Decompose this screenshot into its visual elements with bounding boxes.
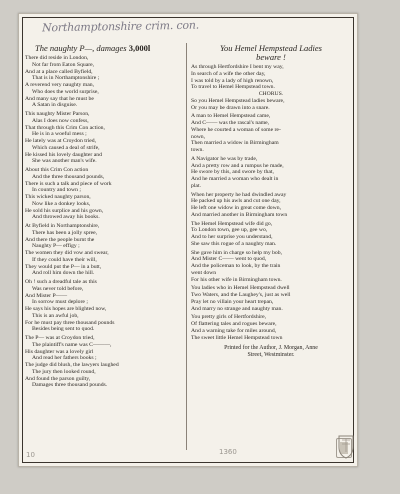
verse-line: Oh ! such a dreadful tale as this — [25, 279, 97, 285]
verse-line: And roll him down the hill. — [32, 270, 95, 277]
broadside-sheet — [18, 13, 358, 467]
verse-line: That is in Northamptonshire ; — [32, 75, 100, 82]
verse-line: The women they did vow and swear, — [25, 250, 109, 256]
verse-line: I was told by a lady of high renown, — [191, 77, 274, 84]
verse-line: This wicked naughty parson, — [25, 194, 91, 200]
verse-line: A man to Hemel Hempstead came, — [191, 113, 271, 120]
verse-line: You ladies who in Hemel Hempstead dwell — [191, 285, 290, 292]
verse-line: And the three thousand pounds, — [32, 173, 105, 180]
verse-line: This is an awful job, — [32, 312, 79, 319]
verse — [191, 113, 351, 154]
verse-line: went down — [191, 269, 217, 276]
left-title — [25, 44, 183, 53]
verse — [191, 250, 351, 284]
verse-line: They would put the P— in a butt, — [25, 263, 102, 270]
verse-line: And the policeman to look, by the train — [191, 263, 281, 269]
verse-line: His daughter was a lovely girl — [25, 348, 94, 355]
verse-line: The plaintiff's name was C———, — [32, 341, 112, 348]
verse-line: And to her surprise you understand, — [191, 234, 273, 240]
verse — [25, 55, 183, 109]
verse-line: Where he courted a woman of some re- — [191, 126, 281, 133]
verse-line: About this Crim Con action — [25, 167, 89, 173]
verse-line: And throwed away his books. — [32, 214, 100, 221]
verse-line: That through this Crim Con action, — [25, 124, 105, 131]
verse-line: And married another in Birmingham town — [191, 211, 288, 218]
verse-line: nown, — [191, 133, 206, 140]
verse-line: This naughty Mister Parson, — [25, 111, 90, 117]
verse-line: Then married a widow in Birmingham — [191, 140, 279, 147]
verse-line: At Byfield in Northamptonshire, — [25, 223, 100, 229]
verse — [191, 192, 351, 219]
verse-line: Was never told before, — [32, 285, 84, 292]
verse-line: He packed up his awls and cut one day, — [191, 198, 281, 205]
verse-line: To travel to Hemel Hempstead town. — [191, 84, 275, 91]
pencil-mark-left: 10 — [26, 451, 35, 459]
chorus-label: CHORUS. — [258, 91, 284, 97]
verse-line: Naughty P— effigy ; — [32, 243, 80, 250]
verse — [191, 285, 351, 312]
verse-line: And he married a woman who dealt in — [191, 176, 279, 182]
verse-line: He left one widow in great come down, — [191, 205, 282, 211]
verse-line: Damages three thousand pounds. — [32, 382, 108, 389]
verse-line: She gave him in charge so help my bob, — [191, 249, 283, 256]
verse-line: A reverend very naughty man, — [25, 82, 95, 88]
verse-line: In country and town ; — [32, 187, 81, 194]
verse-line: She was another man's wife. — [32, 158, 97, 165]
verse-line: In search of a wife the other day, — [191, 70, 266, 77]
verse — [25, 167, 183, 221]
verse — [25, 335, 183, 389]
verse-line: A Satan in disguise. — [32, 102, 78, 109]
verse — [191, 314, 351, 341]
right-title — [191, 44, 351, 62]
right-verses — [191, 111, 351, 343]
left-verses — [25, 55, 183, 391]
verse-line: And at a place called Byfield, — [25, 68, 93, 75]
verse-line: He sold his surplice and his gown, — [25, 207, 104, 214]
verse-line: The judge did blush, the lawyers laughed — [25, 362, 119, 368]
verse-line: Which caused a deal of strife, — [32, 144, 100, 151]
verse-line: There has been a jolly spree, — [32, 229, 98, 236]
verse-line: So you Hemel Hempstead ladies beware, — [191, 97, 285, 104]
verse-line: Now like a donkey looks, — [32, 200, 91, 207]
left-column — [25, 44, 183, 391]
verse-line: town. — [191, 147, 204, 153]
verse-line: The Hemel Hempstead wife did go, — [191, 220, 273, 227]
verse-line: Of flattering tales and rogues beware, — [191, 321, 277, 327]
verse-1 — [191, 64, 351, 91]
imprint-line1: Printed for the Author, J. Morgan, Anne — [224, 345, 318, 352]
verse-line: Two Waters, and the Laughey's, just as well — [191, 292, 291, 298]
verse-line: A Navigator he was by trade, — [191, 155, 258, 162]
verse — [191, 221, 351, 248]
left-title-amount: 3,000l — [128, 43, 151, 53]
verse-line: And a pretty row and a rumpus he made, — [191, 162, 284, 169]
verse-line: And Mister C—— went to quod, — [191, 256, 267, 263]
verse-line: For he must pay three thousand pounds — [25, 319, 115, 326]
verse-line: And found the parson guilty, — [25, 375, 91, 382]
verse-line: plat. — [191, 182, 201, 189]
right-title-line2: beware ! — [256, 52, 286, 62]
verse-line: There is such a talk and piece of work — [25, 180, 112, 187]
right-column — [191, 44, 351, 359]
verse-line: As through Hertfordshire I bent my way, — [191, 64, 284, 70]
handwritten-note: Northamptonshire crim. con. — [41, 18, 200, 35]
verse-line: She saw this rogue of a naughty man. — [191, 240, 277, 247]
verse-line: In sorrow must deplore ; — [32, 299, 88, 306]
verse-line: Besides being sent to quod. — [32, 326, 95, 333]
verse — [25, 279, 183, 333]
verse-line: There did reside in London, — [25, 55, 89, 61]
verse-line: He swore by this, and swore by that, — [191, 169, 274, 176]
verse-line: To London town, gee up, gee wo, — [191, 227, 268, 234]
verse-line: Or you may be drawn into a snare. — [191, 104, 270, 111]
right-title-line1: You Hemel Hempstead Ladies — [220, 43, 322, 53]
verse-line: If they could have their will, — [32, 256, 97, 263]
verse-line: The sweet little Hemel Hempstead town — [191, 334, 283, 341]
column-divider — [186, 43, 187, 450]
verse — [25, 111, 183, 165]
verse-line: He is in a woeful mess ; — [32, 131, 87, 138]
chorus — [191, 98, 351, 112]
verse-line: For his other wife in Birmingham town. — [191, 276, 282, 283]
verse-line: Not far from Eaton Square, — [32, 61, 95, 68]
verse-line: He lately was at Croydon tried, — [25, 138, 97, 144]
verse — [191, 156, 351, 190]
verse-line: And C—— was the rascal's name, — [191, 120, 270, 126]
verse-line: He kissed his lovely daughter and — [25, 151, 102, 158]
verse-line: He says his hopes are blighted now, — [25, 306, 107, 312]
pencil-mark-center: 1360 — [219, 448, 237, 456]
verse-line: The jury then looked round, — [32, 368, 96, 375]
verse-line: Alas I does now confess, — [32, 117, 89, 124]
verse-line: The P— was at Croydon tried, — [25, 335, 95, 341]
verse-line: You pretty girls of Hertfordshire, — [191, 314, 267, 321]
verse-line: And a warning take for miles around, — [191, 327, 277, 334]
verse-line: And many say that he must be — [25, 95, 94, 102]
left-title-text: The naughty P—, damages — [35, 43, 129, 53]
imprint-line2: Street, Westminster. — [247, 352, 295, 358]
verse-line: And marry no strange and naughty man. — [191, 305, 283, 312]
verse-line: And Mister P—— — [25, 292, 68, 299]
verse-line: And there the people burnt the — [25, 236, 95, 243]
verse-line: And read her fathers books ; — [32, 355, 97, 362]
verse-line: Pray let no villain your heart trepan, — [191, 298, 274, 305]
crest-icon — [336, 432, 356, 460]
verse-line: When her property he had dwindled away — [191, 191, 287, 198]
verse-line: Who does the world surprise, — [32, 88, 99, 95]
imprint — [191, 345, 351, 359]
verse — [25, 223, 183, 277]
